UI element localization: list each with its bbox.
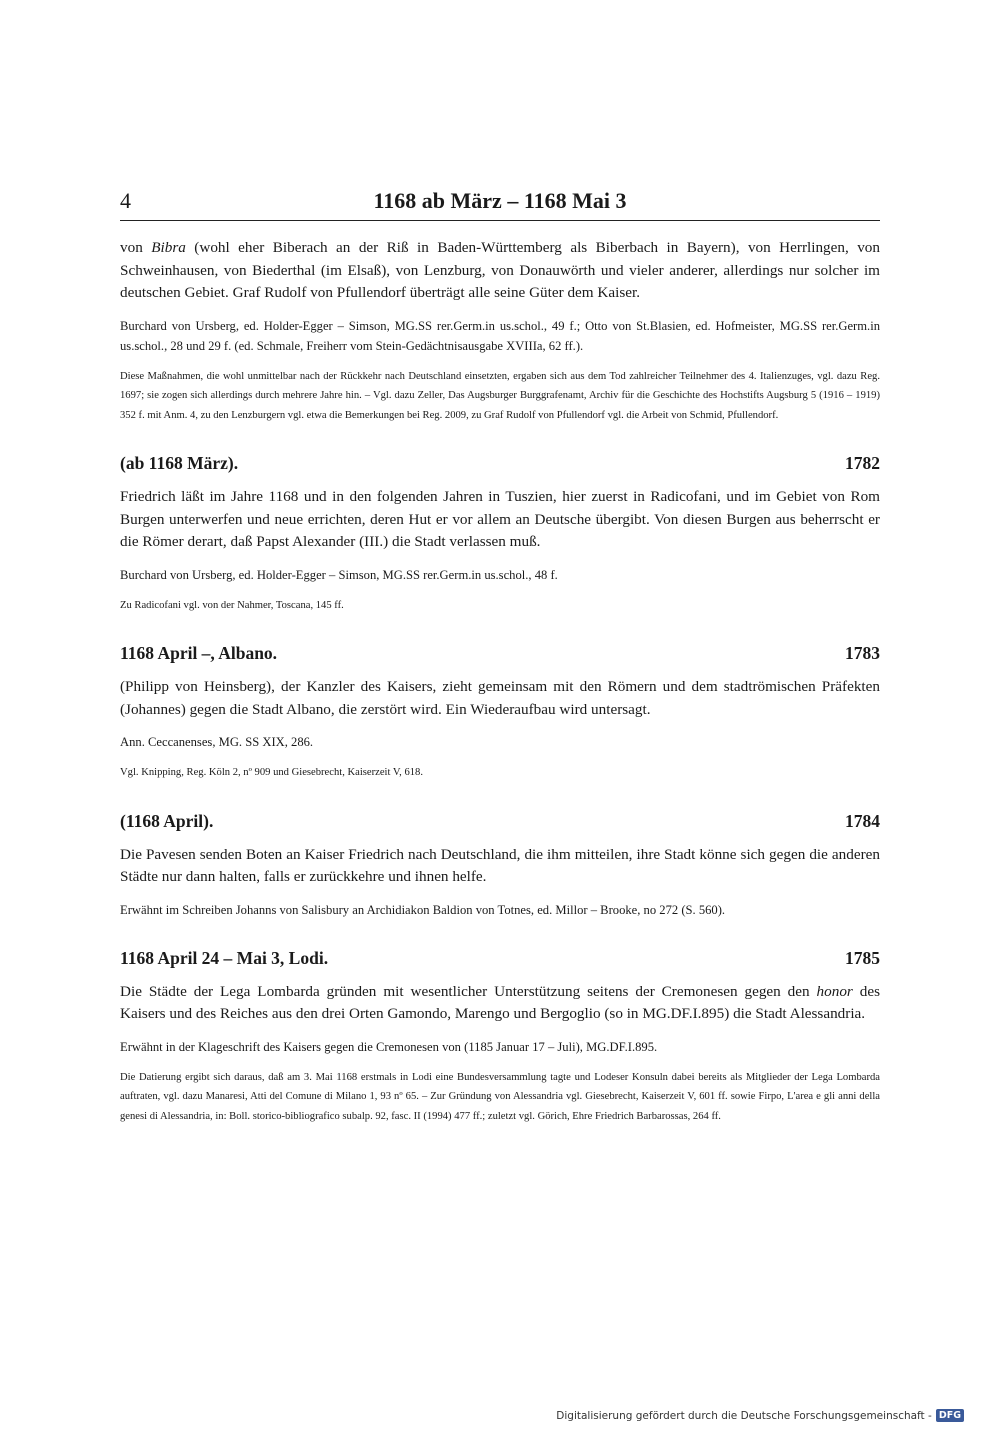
continuation-text: von Bibra (wohl eher Biberach an der Riß in Baden-Württemberg als Biberbach in Bayern), von Herrlingen, von Schweinhausen, von Biederthal (im Elsaß), von Lenzburg, von Donauwörth und vieler anderer, allerdings nur solcher im deutschen Gebiet. Graf Rudolf von Pfullendorf überträgt alle seine Güter dem Kaiser.	[120, 239, 880, 301]
entry-1782-note: Zu Radicofani vgl. von der Nahmer, Toscana, 145 ff.	[120, 599, 344, 611]
entry-1784-source: Erwähnt im Schreiben Johanns von Salisbury an Archidiakon Baldion von Totnes, ed. Millor – Brooke, no 272 (S. 560).	[120, 902, 726, 917]
footer-credit: Digitalisierung gefördert durch die Deutsche Forschungsgemeinschaft -	[556, 1409, 932, 1422]
entry-number: 1782	[845, 453, 880, 473]
continuation-source: Burchard von Ursberg, ed. Holder-Egger – Simson, MG.SS rer.Germ.in us.schol., 49 f.; Otto von St.Blasien, ed. Hofmeister, MG.SS rer.Germ.in us.schol., 28 und 29 f. (ed. Schmale, Freiherr vom Stein-Gedächtnisausgabe XVIIIa, 62 ff.).	[120, 318, 880, 353]
entry-date: (1168 April).	[120, 810, 214, 831]
entry-1785-source: Erwähnt in der Klageschrift des Kaisers gegen die Cremonesen von (1185 Januar 17 – Juli), MG.DF.I.895.	[120, 1039, 658, 1054]
entry-1783-body: (Philipp von Heinsberg), der Kanzler des Kaisers, zieht gemeinsam mit den Römern und dem stadtrömischen Präfekten (Johannes) gegen die Stadt Albano, die zerstört wird. Ein Wiederaufbau wird untersagt.	[120, 678, 880, 718]
entry-date: 1168 April –, Albano.	[120, 643, 278, 663]
entry-1782-body: Friedrich läßt im Jahre 1168 und in den folgenden Jahren in Tuszien, hier zuerst in Radicofani, und im Gebiet von Rom Burgen unterwerfen und neue errichten, deren Hut er vor allem an Deutsche übergibt. Von diesen Burgen aus beherrscht er die Römer derart, daß Papst Alexander (III.) die Stadt verlassen muß.	[120, 488, 880, 550]
entry-number: 1783	[845, 643, 880, 663]
entry-date: 1168 April 24 – Mai 3, Lodi.	[120, 947, 329, 968]
entry-1783-note: Vgl. Knipping, Reg. Köln 2, nº 909 und Giesebrecht, Kaiserzeit V, 618.	[120, 767, 424, 778]
document-page	[120, 188, 880, 1126]
page-footer	[556, 1409, 964, 1422]
entry-1784-body: Die Pavesen senden Boten an Kaiser Friedrich nach Deutschland, die ihm mitteilen, ihre Stadt könne sich gegen die anderen Städte nur dann halten, falls er zurückkehre und ihnen helfe.	[120, 845, 880, 885]
entry-date: (ab 1168 März).	[120, 453, 239, 473]
entry-number: 1784	[845, 810, 880, 831]
entry-1782-source: Burchard von Ursberg, ed. Holder-Egger – Simson, MG.SS rer.Germ.in us.schol., 48 f.	[120, 567, 558, 582]
page-header	[120, 188, 880, 221]
entry-number: 1785	[845, 947, 880, 968]
running-title: 1168 ab März – 1168 Mai 3	[373, 188, 627, 213]
page-number: 4	[120, 188, 131, 213]
entry-1783-source: Ann. Ceccanenses, MG. SS XIX, 286.	[120, 735, 314, 749]
entry-1784-heading	[120, 809, 880, 833]
entry-1782-heading	[120, 451, 880, 475]
dfg-logo-icon: DFG	[936, 1409, 964, 1422]
entry-1785-body: Die Städte der Lega Lombarda gründen mit wesentlicher Unterstützung seitens der Cremonesen gegen den honor des Kaisers und des Reiches aus den drei Orten Gamondo, Marengo und Bergoglio (so in MG.DF.I.895) die Stadt Alessandria.	[120, 982, 880, 1022]
continuation-note: Diese Maßnahmen, die wohl unmittelbar nach der Rückkehr nach Deutschland einsetzten, ergaben sich aus dem Tod zahlreicher Teilnehmer des 4. Italienzuges, vgl. dazu Reg. 1697; sie zogen sich allerdings durch mehrere Jahre hin. – Vgl. dazu Zeller, Das Augsburger Burggrafenamt, Archiv für die Geschichte des Hochstifts Augsburg 5 (1916 – 1919) 352 f. mit Anm. 4, zu den Lenzburgern vgl. etwa die Bemerkungen bei Reg. 2009, zu Graf Rudolf von Pfullendorf vgl. die Arbeit von Schmid, Pfullendorf.	[120, 370, 880, 421]
entry-1785-heading	[120, 946, 880, 970]
entry-1785-note: Die Datierung ergibt sich daraus, daß am 3. Mai 1168 erstmals in Lodi eine Bundesversammlung tagte und Lodeser Konsuln dabei bereits als Mitglieder der Lega Lombarda auftraten, vgl. dazu Manaresi, Atti del Comune di Milano 1, 93 nº 65. – Zur Gründung von Alessandria vgl. Giesebrecht, Kaiserzeit V, 601 ff. sowie Firpo, L'area e gli anni della genesi di Alessandria, in: Boll. storico-bibliografico subalp. 92, fasc. II (1994) 477 ff.; zuletzt vgl. Görich, Ehre Friedrich Barbarossas, 264 ff.	[120, 1071, 880, 1122]
entry-1783-heading	[120, 641, 880, 665]
